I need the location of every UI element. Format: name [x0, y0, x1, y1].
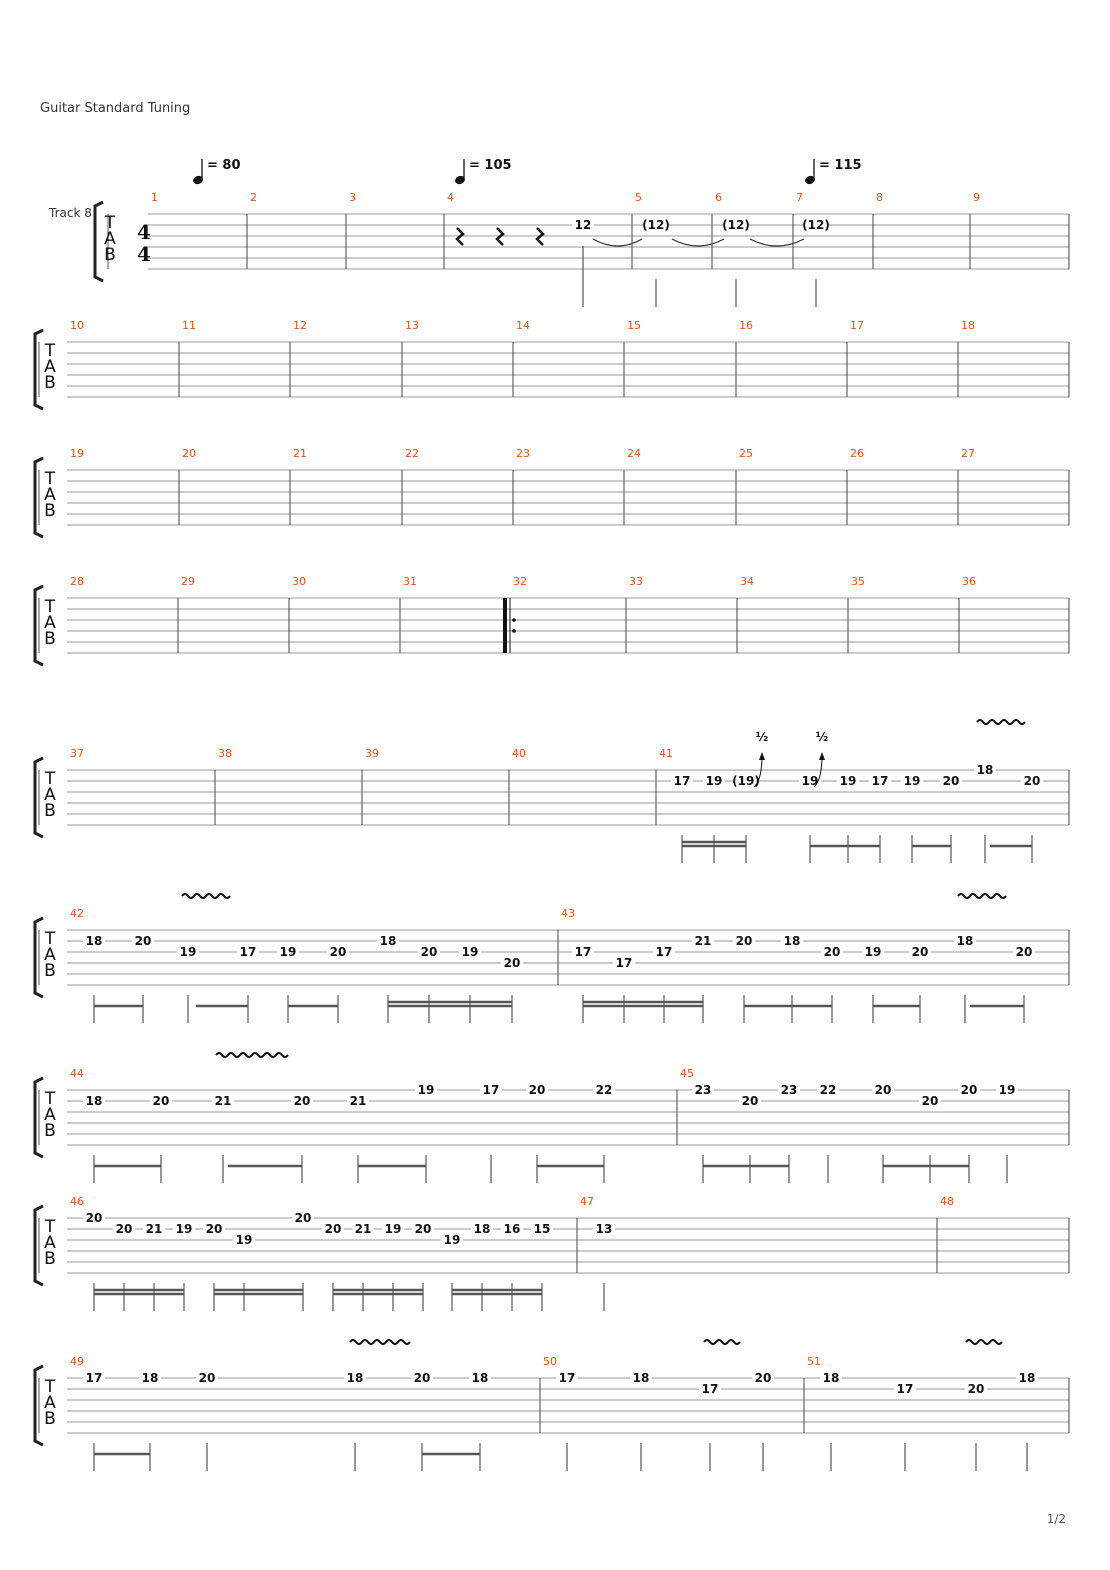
fret-number: 18	[141, 1371, 159, 1385]
repeat-dot	[512, 629, 516, 633]
tab-clef-letter: A	[104, 229, 116, 249]
fret-number: (12)	[642, 218, 670, 232]
fret-number: 18	[632, 1371, 650, 1385]
measure-number: 49	[70, 1355, 84, 1368]
fret-number: 20	[85, 1211, 103, 1225]
measure-number: 17	[850, 319, 864, 332]
tab-clef-letter: A	[44, 485, 56, 505]
fret-number: 20	[414, 1222, 432, 1236]
measure-number: 46	[70, 1195, 84, 1208]
bend-arrowhead	[759, 752, 765, 760]
measure-number: 51	[807, 1355, 821, 1368]
measure-number: 48	[940, 1195, 954, 1208]
measure-number: 11	[182, 319, 196, 332]
measure-number: 40	[512, 747, 526, 760]
fret-number: 19	[903, 774, 921, 788]
fret-number: 19	[705, 774, 723, 788]
measure-number: 14	[516, 319, 530, 332]
fret-number: 20	[823, 945, 841, 959]
fret-number: 18	[379, 934, 397, 948]
measure-number: 2	[250, 191, 257, 204]
tab-clef-letter: T	[44, 929, 56, 949]
vibrato-mark	[704, 1340, 740, 1344]
fret-number: 20	[754, 1371, 772, 1385]
measure-number: 1	[151, 191, 158, 204]
tempo-label: = 115	[819, 158, 862, 173]
tab-clef-letter: B	[44, 1249, 56, 1269]
fret-number: 16	[503, 1222, 521, 1236]
fret-number: 20	[420, 945, 438, 959]
fret-number: 22	[595, 1083, 613, 1097]
fret-number: 17	[574, 945, 592, 959]
measure-number: 8	[876, 191, 883, 204]
measure-number: 24	[627, 447, 641, 460]
tab-clef-letter: B	[44, 373, 56, 393]
tab-clef-letter: T	[44, 769, 56, 789]
vibrato-mark	[958, 894, 1006, 898]
measure-number: 23	[516, 447, 530, 460]
vibrato-mark	[350, 1340, 410, 1344]
bend-label: ½	[755, 730, 769, 744]
track-name: Track 8	[49, 206, 92, 220]
measure-number: 5	[635, 191, 642, 204]
fret-number: 21	[145, 1222, 163, 1236]
fret-number: 12	[574, 218, 592, 232]
fret-number: 17	[896, 1382, 914, 1396]
tab-clef-letter: B	[44, 629, 56, 649]
tab-clef-letter: A	[44, 945, 56, 965]
tempo-label: = 80	[207, 158, 241, 173]
fret-number: 20	[921, 1094, 939, 1108]
fret-number: (19)	[732, 774, 760, 788]
fret-number: 20	[528, 1083, 546, 1097]
measure-number: 31	[403, 575, 417, 588]
fret-number: 17	[655, 945, 673, 959]
fret-number: 21	[694, 934, 712, 948]
tab-clef-letter: T	[44, 1217, 56, 1237]
time-signature-bottom: 4	[137, 242, 151, 266]
vibrato-mark	[216, 1053, 288, 1057]
fret-number: 23	[694, 1083, 712, 1097]
measure-number: 34	[740, 575, 754, 588]
fret-number: 19	[839, 774, 857, 788]
tab-clef-letter: A	[44, 785, 56, 805]
measure-number: 39	[365, 747, 379, 760]
measure-number: 3	[349, 191, 356, 204]
fret-number: 20	[198, 1371, 216, 1385]
measure-number: 43	[561, 907, 575, 920]
fret-number: 18	[85, 934, 103, 948]
fret-number: 18	[956, 934, 974, 948]
tab-clef-letter: B	[104, 245, 116, 265]
measure-number: 33	[629, 575, 643, 588]
tab-clef-letter: A	[44, 1233, 56, 1253]
fret-number: (12)	[722, 218, 750, 232]
measure-number: 27	[961, 447, 975, 460]
fret-number: 19	[417, 1083, 435, 1097]
tie-arc	[750, 239, 804, 246]
fret-number: 21	[214, 1094, 232, 1108]
fret-number: 18	[822, 1371, 840, 1385]
fret-number: 18	[976, 763, 994, 777]
tab-clef-letter: A	[44, 357, 56, 377]
measure-number: 15	[627, 319, 641, 332]
measure-number: 4	[447, 191, 454, 204]
fret-number: 18	[85, 1094, 103, 1108]
tab-clef-letter: A	[44, 1393, 56, 1413]
vibrato-mark	[977, 720, 1025, 724]
measure-number: 7	[796, 191, 803, 204]
measure-number: 42	[70, 907, 84, 920]
measure-number: 12	[293, 319, 307, 332]
fret-number: 20	[741, 1094, 759, 1108]
measure-number: 29	[181, 575, 195, 588]
measure-number: 47	[580, 1195, 594, 1208]
tab-clef-letter: B	[44, 1121, 56, 1141]
tie-arc	[593, 239, 642, 246]
tab-clef-letter: A	[44, 613, 56, 633]
measure-number: 28	[70, 575, 84, 588]
measure-number: 41	[659, 747, 673, 760]
tab-clef-letter: T	[104, 213, 116, 233]
fret-number: 20	[329, 945, 347, 959]
fret-number: 18	[471, 1371, 489, 1385]
fret-number: 19	[801, 774, 819, 788]
measure-number: 20	[182, 447, 196, 460]
fret-number: 23	[780, 1083, 798, 1097]
fret-number: 19	[998, 1083, 1016, 1097]
fret-number: 20	[293, 1094, 311, 1108]
fret-number: 17	[673, 774, 691, 788]
tab-clef-letter: B	[44, 961, 56, 981]
fret-number: 17	[482, 1083, 500, 1097]
tab-clef-letter: T	[44, 469, 56, 489]
measure-number: 21	[293, 447, 307, 460]
fret-number: 20	[735, 934, 753, 948]
tab-clef-letter: B	[44, 801, 56, 821]
system-bracket	[95, 202, 103, 281]
fret-number: 20	[413, 1371, 431, 1385]
tab-clef-letter: T	[44, 1377, 56, 1397]
fret-number: 20	[115, 1222, 133, 1236]
vibrato-mark	[182, 894, 230, 898]
fret-number: 20	[134, 934, 152, 948]
fret-number: 21	[354, 1222, 372, 1236]
fret-number: 17	[701, 1382, 719, 1396]
measure-number: 9	[973, 191, 980, 204]
measure-number: 38	[218, 747, 232, 760]
tie-arc	[672, 239, 724, 246]
measure-number: 45	[680, 1067, 694, 1080]
measure-number: 6	[715, 191, 722, 204]
fret-number: 22	[819, 1083, 837, 1097]
tuning-label: Guitar Standard Tuning	[40, 101, 191, 116]
measure-number: 26	[850, 447, 864, 460]
fret-number: 17	[239, 945, 257, 959]
fret-number: 19	[443, 1233, 461, 1247]
fret-number: 20	[960, 1083, 978, 1097]
fret-number: 17	[558, 1371, 576, 1385]
fret-number: 17	[871, 774, 889, 788]
measure-number: 37	[70, 747, 84, 760]
bend-arrowhead	[819, 752, 825, 760]
fret-number: 21	[349, 1094, 367, 1108]
measure-number: 13	[405, 319, 419, 332]
measure-number: 19	[70, 447, 84, 460]
fret-number: 20	[874, 1083, 892, 1097]
measure-number: 50	[543, 1355, 557, 1368]
fret-number: 20	[294, 1211, 312, 1225]
fret-number: 19	[235, 1233, 253, 1247]
fret-number: 19	[279, 945, 297, 959]
tab-clef-letter: T	[44, 341, 56, 361]
fret-number: 19	[179, 945, 197, 959]
fret-number: 18	[346, 1371, 364, 1385]
fret-number: 20	[911, 945, 929, 959]
fret-number: 18	[783, 934, 801, 948]
fret-number: 20	[967, 1382, 985, 1396]
fret-number: 17	[615, 956, 633, 970]
measure-number: 25	[739, 447, 753, 460]
measure-number: 16	[739, 319, 753, 332]
fret-number: 17	[85, 1371, 103, 1385]
fret-number: 20	[1015, 945, 1033, 959]
fret-number: (12)	[802, 218, 830, 232]
fret-number: 19	[384, 1222, 402, 1236]
vibrato-mark	[966, 1340, 1002, 1344]
fret-number: 20	[942, 774, 960, 788]
repeat-dot	[512, 618, 516, 622]
fret-number: 19	[175, 1222, 193, 1236]
fret-number: 19	[864, 945, 882, 959]
measure-number: 32	[513, 575, 527, 588]
fret-number: 20	[503, 956, 521, 970]
tab-clef-letter: B	[44, 501, 56, 521]
fret-number: 18	[473, 1222, 491, 1236]
fret-number: 19	[461, 945, 479, 959]
measure-number: 36	[962, 575, 976, 588]
fret-number: 20	[324, 1222, 342, 1236]
fret-number: 18	[1018, 1371, 1036, 1385]
measure-number: 35	[851, 575, 865, 588]
measure-number: 22	[405, 447, 419, 460]
fret-number: 20	[152, 1094, 170, 1108]
measure-number: 44	[70, 1067, 84, 1080]
time-signature-top: 4	[137, 220, 151, 244]
tab-clef-letter: B	[44, 1409, 56, 1429]
fret-number: 20	[1023, 774, 1041, 788]
measure-number: 18	[961, 319, 975, 332]
tab-clef-letter: T	[44, 597, 56, 617]
bend-label: ½	[815, 730, 829, 744]
fret-number: 13	[595, 1222, 613, 1236]
tab-clef-letter: T	[44, 1089, 56, 1109]
fret-number: 20	[205, 1222, 223, 1236]
measure-number: 30	[292, 575, 306, 588]
tab-clef-letter: A	[44, 1105, 56, 1125]
tempo-label: = 105	[469, 158, 512, 173]
measure-number: 10	[70, 319, 84, 332]
page-number: 1/2	[1046, 1512, 1066, 1526]
fret-number: 15	[533, 1222, 551, 1236]
